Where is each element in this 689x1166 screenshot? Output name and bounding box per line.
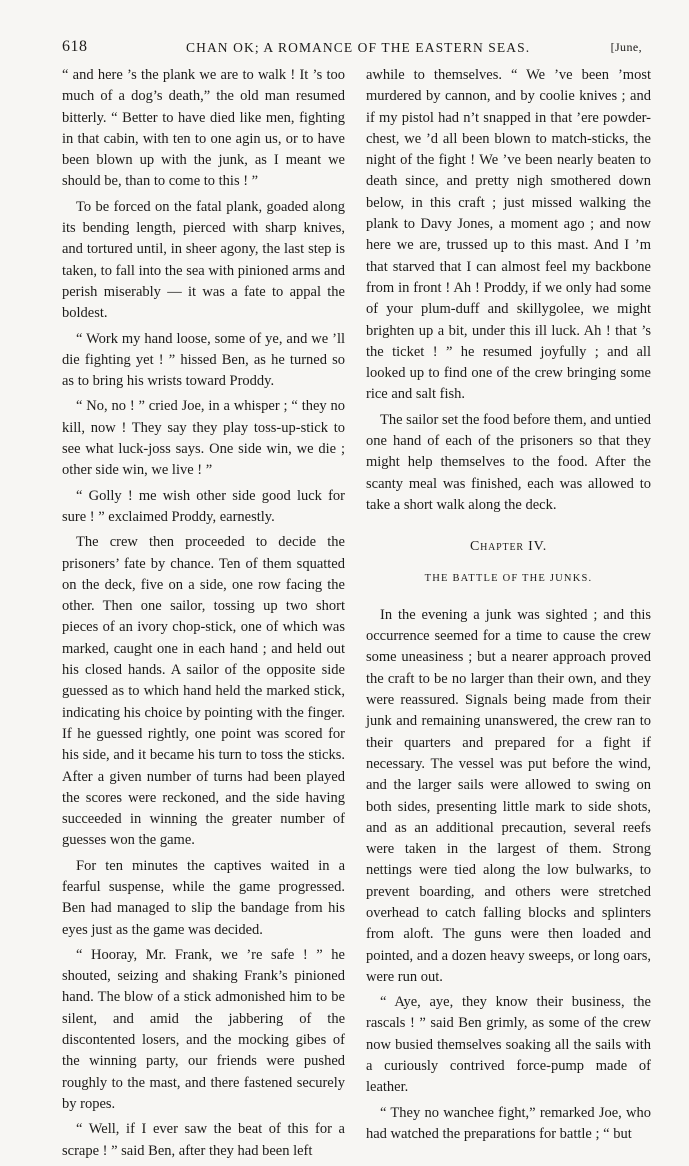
paragraph: “ Hooray, Mr. Frank, we ’re safe ! ” he shouted, seizing and shaking Frank’s pinioned hand. The blow of a stick admonished him to be silent, and amid the jabbering of the discontented losers, and the mocking gibes of the winning party, our friends were pushed roughly to the mast, and there fastened securely by ropes. <box>62 946 345 1112</box>
chapter-heading: Chapter IV. <box>470 539 547 555</box>
paragraph: In the evening a junk was sighted ; and this occurrence seemed for a time to cause the crew some uneasiness ; but a nearer approach proved the craft to be no larger than their own, and they were reassured. Signals being made from their junk and remaining unanswered, the crew ran to their quarters and prepared for a fight if necessary. The vessel was put before the wind, and the larger sails were allowed to swing on both sides, presenting little mark to side shots, and as an additional precaution, several reefs were taken in the largest of them. Strong nettings were tied along the low bulwarks, to prevent boarding, and others were stretched overhead to catch falling blocks and splinters from aloft. The guns were then loaded and pointed, and a dozen heavy sweeps, or long oars, were run out. <box>366 606 651 985</box>
paragraph: “ Work my hand loose, some of ye, and we ’ll die fighting yet ! ” hissed Ben, as he turned so as to bring his wrists toward Proddy. <box>62 330 345 390</box>
paragraph: To be forced on the fatal plank, goaded along its bending length, pierced with sharp knives, and tortured until, in sheer agony, the last step is taken, to fall into the sea with pinioned arms and perish miserably — it was a fate to appal the boldest. <box>62 198 345 322</box>
right-column <box>366 65 651 1149</box>
paragraph: “ and here ’s the plank we are to walk ! It ’s too much of a dog’s death,” the old man resumed bitterly. “ Better to have died like men, fighting in that cabin, with ten to one agin us, or to have been blown up with the junk, as I meant we should be, than to come to this ! ” <box>62 67 345 190</box>
issue-month: [June, <box>610 40 642 54</box>
paragraph: The crew then proceeded to decide the prisoners’ fate by chance. Ten of them squatted on the deck, five on a side, one row facing the other. Then one sailor, tossing up two short pieces of an ivory chop-stick, one of which was marked, caught one in each hand ; and held out his closed hands. A sailor of the opposite side guessed as to which hand held the marked stick, indicating his choice by pointing with the finger. If he guessed rightly, one point was scored for his side, and it became his turn to toss the sticks. After a given number of turns had been played the scores were reckoned, and the side having succeeded in winning the greater number of guesses won the game. <box>62 534 345 849</box>
running-title: CHAN OK; A ROMANCE OF THE EASTERN SEAS. <box>186 40 531 55</box>
running-header <box>62 38 642 58</box>
chapter-subheading: THE BATTLE OF THE JUNKS. <box>424 572 593 584</box>
paragraph: “ Golly ! me wish other side good luck for sure ! ” exclaimed Proddy, earnestly. <box>62 487 345 525</box>
paragraph: “ No, no ! ” cried Joe, in a whisper ; “ they no kill, now ! They say they play toss-up-stick to see what luck-joss says. One side win, we die ; other side win, we live ! ” <box>62 398 345 479</box>
paragraph: awhile to themselves. “ We ’ve been ’most murdered by cannon, and by coolie knives ; and if my pistol had n’t snapped in that ’ere powder-chest, we ’d all been blown to match-sticks, the night of the fight ! We ’ve been nearly beaten to death since, and pretty nigh smothered down below, in this craft ; just missed walking the plank to Davy Jones, a moment ago ; and now here we are, trussed up to this mast. And I ’m that starved that I can almost feel my backbone from in front ! Ah ! Proddy, if we only had some of your plum-duff and skillygolee, we might brighten up a bit, under this ill luck. Ah ! that ’s the ticket ! ” he resumed joyfully ; and all looked up to find one of the crew bringing some rice and salt fish. <box>366 67 651 403</box>
paragraph: “ They no wanchee fight,” remarked Joe, who had watched the preparations for battle ; “ but <box>366 1104 651 1142</box>
left-column <box>62 65 345 1166</box>
paragraph: For ten minutes the captives waited in a fearful suspense, while the game progressed. Ben had managed to slip the bandage from his eyes just as the game was decided. <box>62 857 345 938</box>
paragraph: “ Aye, aye, they know their business, the rascals ! ” said Ben grimly, as some of the crew now busied themselves soaking all the sails with a curiously contrived force-pump made of leather. <box>366 994 651 1096</box>
page-number: 618 <box>62 38 88 55</box>
paragraph: The sailor set the food before them, and untied one hand of each of the prisoners so that they might help themselves to the food. After the scanty meal was finished, each was allowed to take a short walk along the deck. <box>366 411 651 513</box>
paragraph: “ Well, if I ever saw the beat of this for a scrape ! ” said Ben, after they had been left <box>62 1121 345 1159</box>
